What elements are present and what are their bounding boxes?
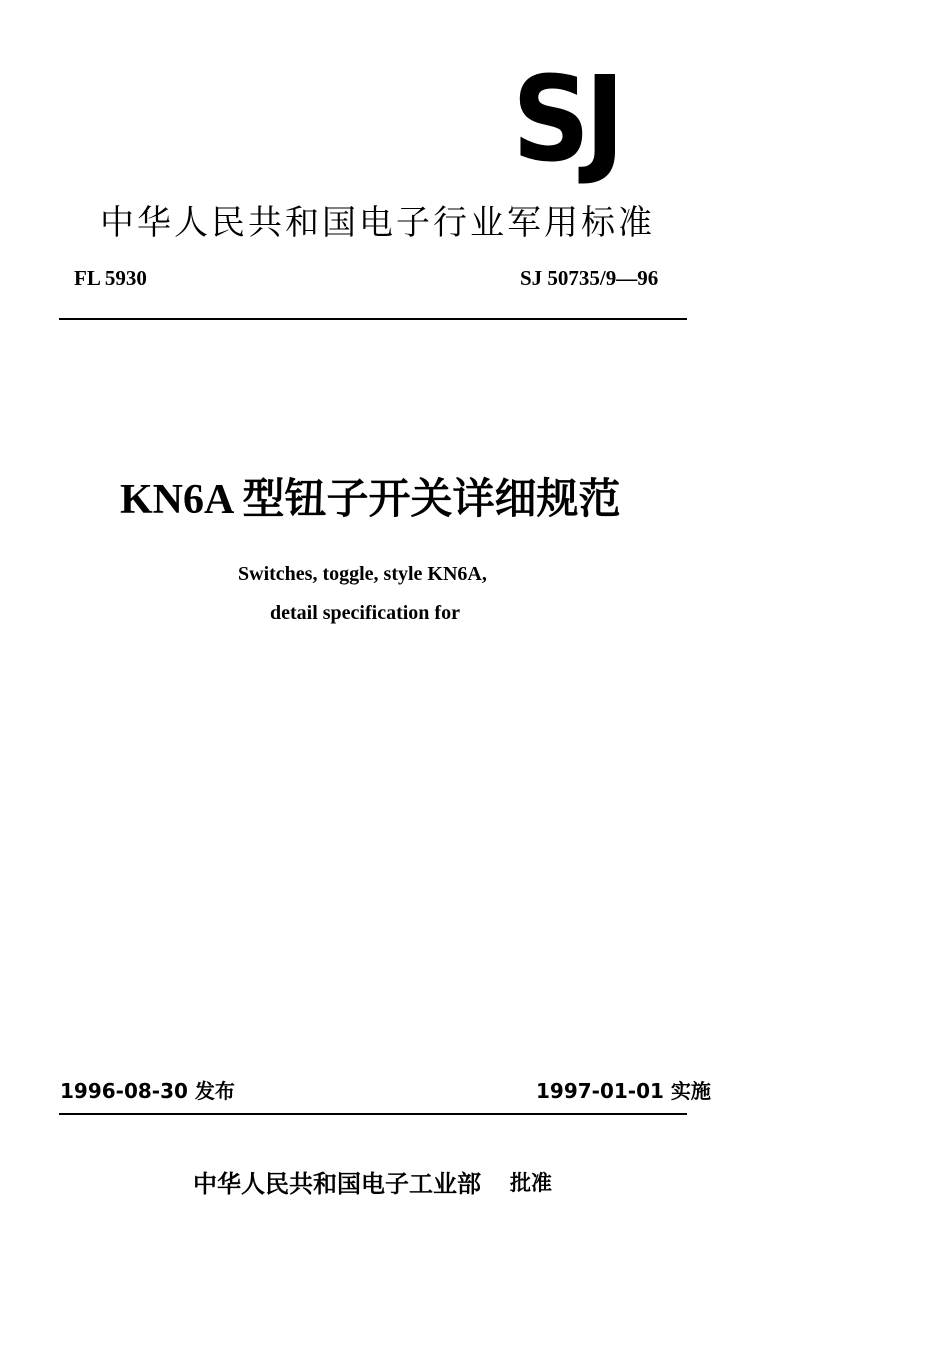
standard-number: SJ 50735/9—96 <box>520 266 659 290</box>
classification-code: FL 5930 <box>74 266 147 290</box>
footer-divider <box>59 1113 687 1115</box>
approving-authority: 中华人民共和国电子工业部 <box>193 1170 481 1198</box>
effective-date: 1997-01-01 实施 <box>536 1079 711 1103</box>
document-title-english-line2: detail specification for <box>270 602 460 624</box>
issue-date: 1996-08-30 发布 <box>60 1079 235 1103</box>
document-title-chinese: KN6A 型钮子开关详细规范 <box>120 477 621 523</box>
standard-category-title: 中华人民共和国电子行业军用标准 <box>100 203 655 243</box>
document-title-english-line1: Switches, toggle, style KN6A, <box>238 563 487 585</box>
approval-label: 批准 <box>510 1171 552 1195</box>
header-divider <box>59 318 687 320</box>
sj-logo: SJ <box>512 50 620 188</box>
